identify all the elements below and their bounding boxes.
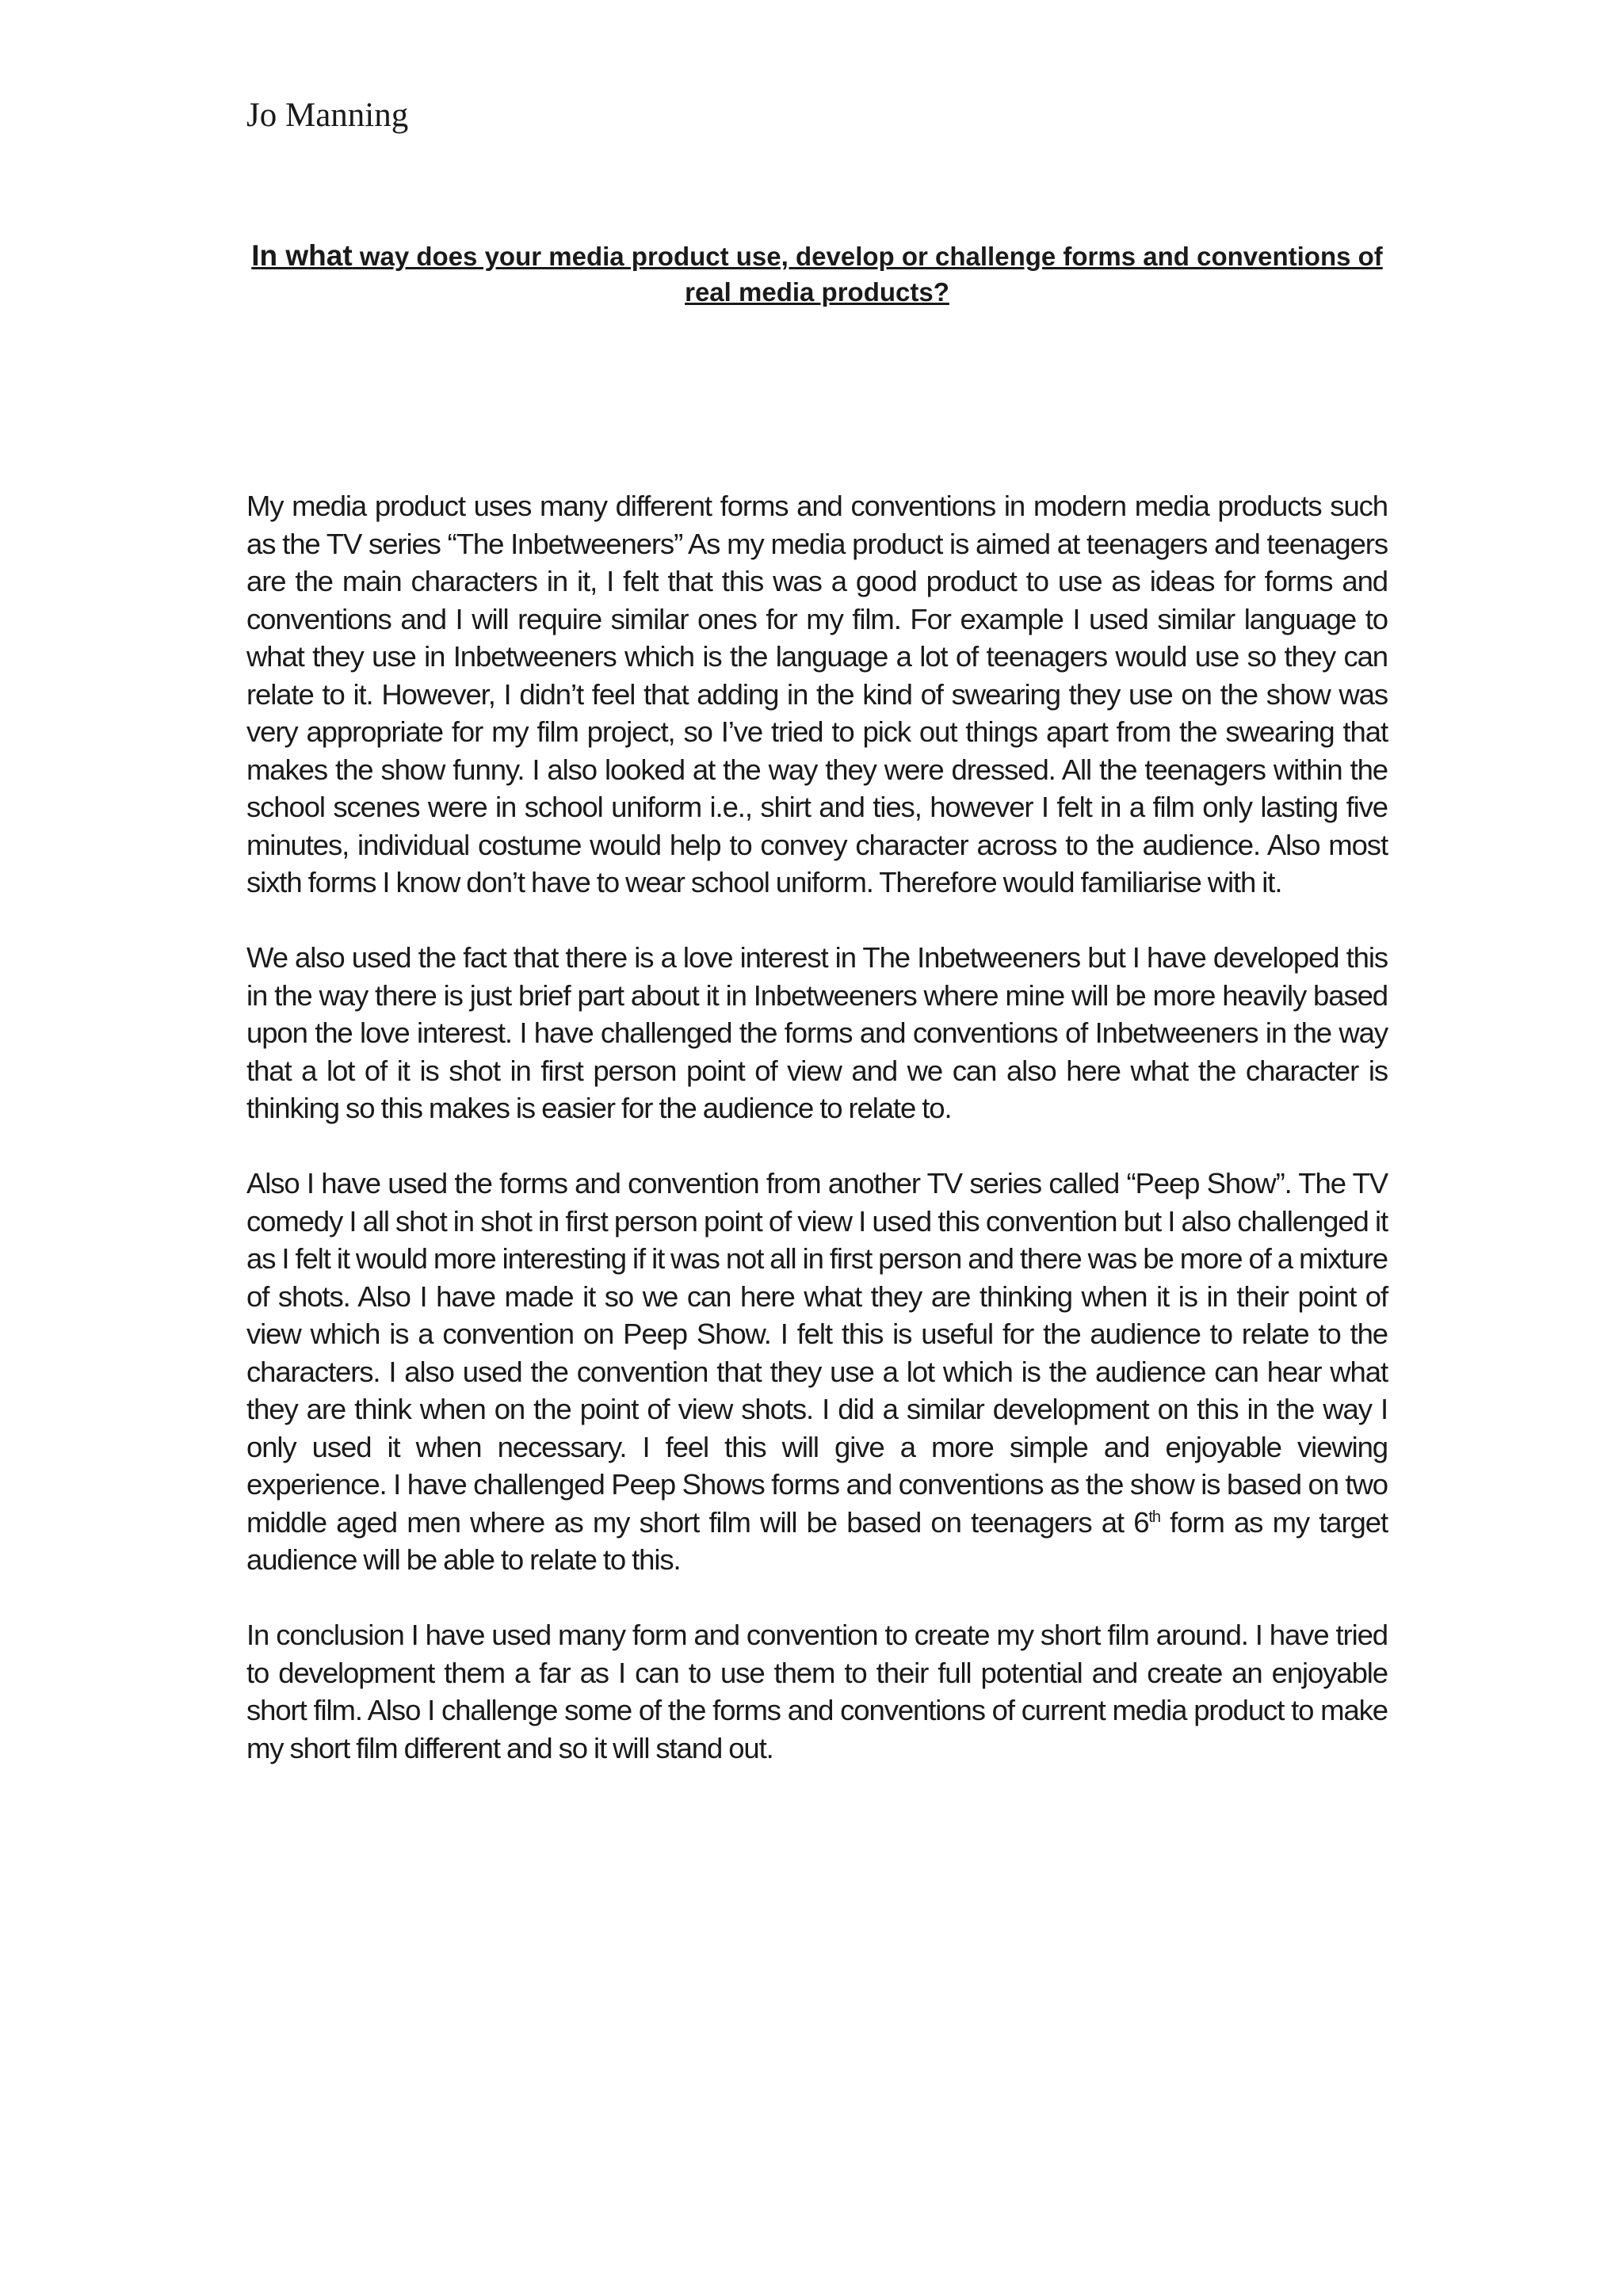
document-body — [246, 487, 1388, 1805]
paragraph-2: We also used the fact that there is a love interest in The Inbetweeners but I have developed this in the way there is just brief part about it in Inbetweeners where mine will be more heavily based upon the love interest. I have challenged the forms and conventions of Inbetweeners in the way that a lot of it is shot in first person point of view and we can also here what the character is thinking so this makes is easier for the audience to relate to. — [246, 941, 1388, 1124]
title-rest: way does your media product use, develop or challenge forms and conventions of real media products? — [352, 242, 1383, 307]
document-title — [246, 238, 1388, 310]
paragraph-3-text: Also I have used the forms and convention from another TV series called “Peep Show”. The TV comedy I all shot in shot in first person point of view I used this convention but I also challenged it as I felt it would more interesting if it was not all in first person and there was be more of a mixture of shots. Also I have made it so we can here what they are thinking when it is in their point of view which is a convention on Peep Show. I felt this is useful for the audience to relate to the characters. I also used the convention that they use a lot which is the audience can hear what they are think when on the point of view shots. I did a similar development on this in the way I only used it when necessary. I feel this will give a more simple and enjoyable viewing experience. I have challenged Peep Shows forms and conventions as the show is based on two middle aged men where as my short film will be based on teenagers at 6 — [246, 1167, 1388, 1539]
paragraph-3-text-end: form as my target audience will be able to relate to this. — [246, 1505, 1388, 1576]
paragraph-4: In conclusion I have used many form and convention to create my short film around. I have tried to development them a far as I can to use them to their full potential and create an enjoyable short film. Also I challenge some of the forms and conventions of current media product to make my short film different and so it will stand out. — [246, 1619, 1388, 1764]
title-lead: In what — [251, 239, 353, 272]
ordinal-suffix: th — [1148, 1508, 1160, 1526]
paragraph-3 — [246, 1165, 1388, 1579]
author-name: Jo Manning — [246, 97, 409, 134]
paragraph-1: My media product uses many different forms and conventions in modern media products such as the TV series “The Inbetweeners” As my media product is aimed at teenagers and teenagers are the main characters in it, I felt that this was a good product to use as ideas for forms and conventions and I will require similar ones for my film. For example I used similar language to what they use in Inbetweeners which is the language a lot of teenagers would use so they can relate to it. However, I didn’t feel that adding in the kind of swearing they use on the show was very appropriate for my film project, so I’ve tried to pick out things apart from the swearing that makes the show funny. I also looked at the way they were dressed. All the teenagers within the school scenes were in school uniform i.e., shirt and ties, however I felt in a film only lasting five minutes, individual costume would help to convey character across to the audience. Also most sixth forms I know don’t have to wear school uniform. Therefore would familiarise with it. — [246, 490, 1388, 898]
